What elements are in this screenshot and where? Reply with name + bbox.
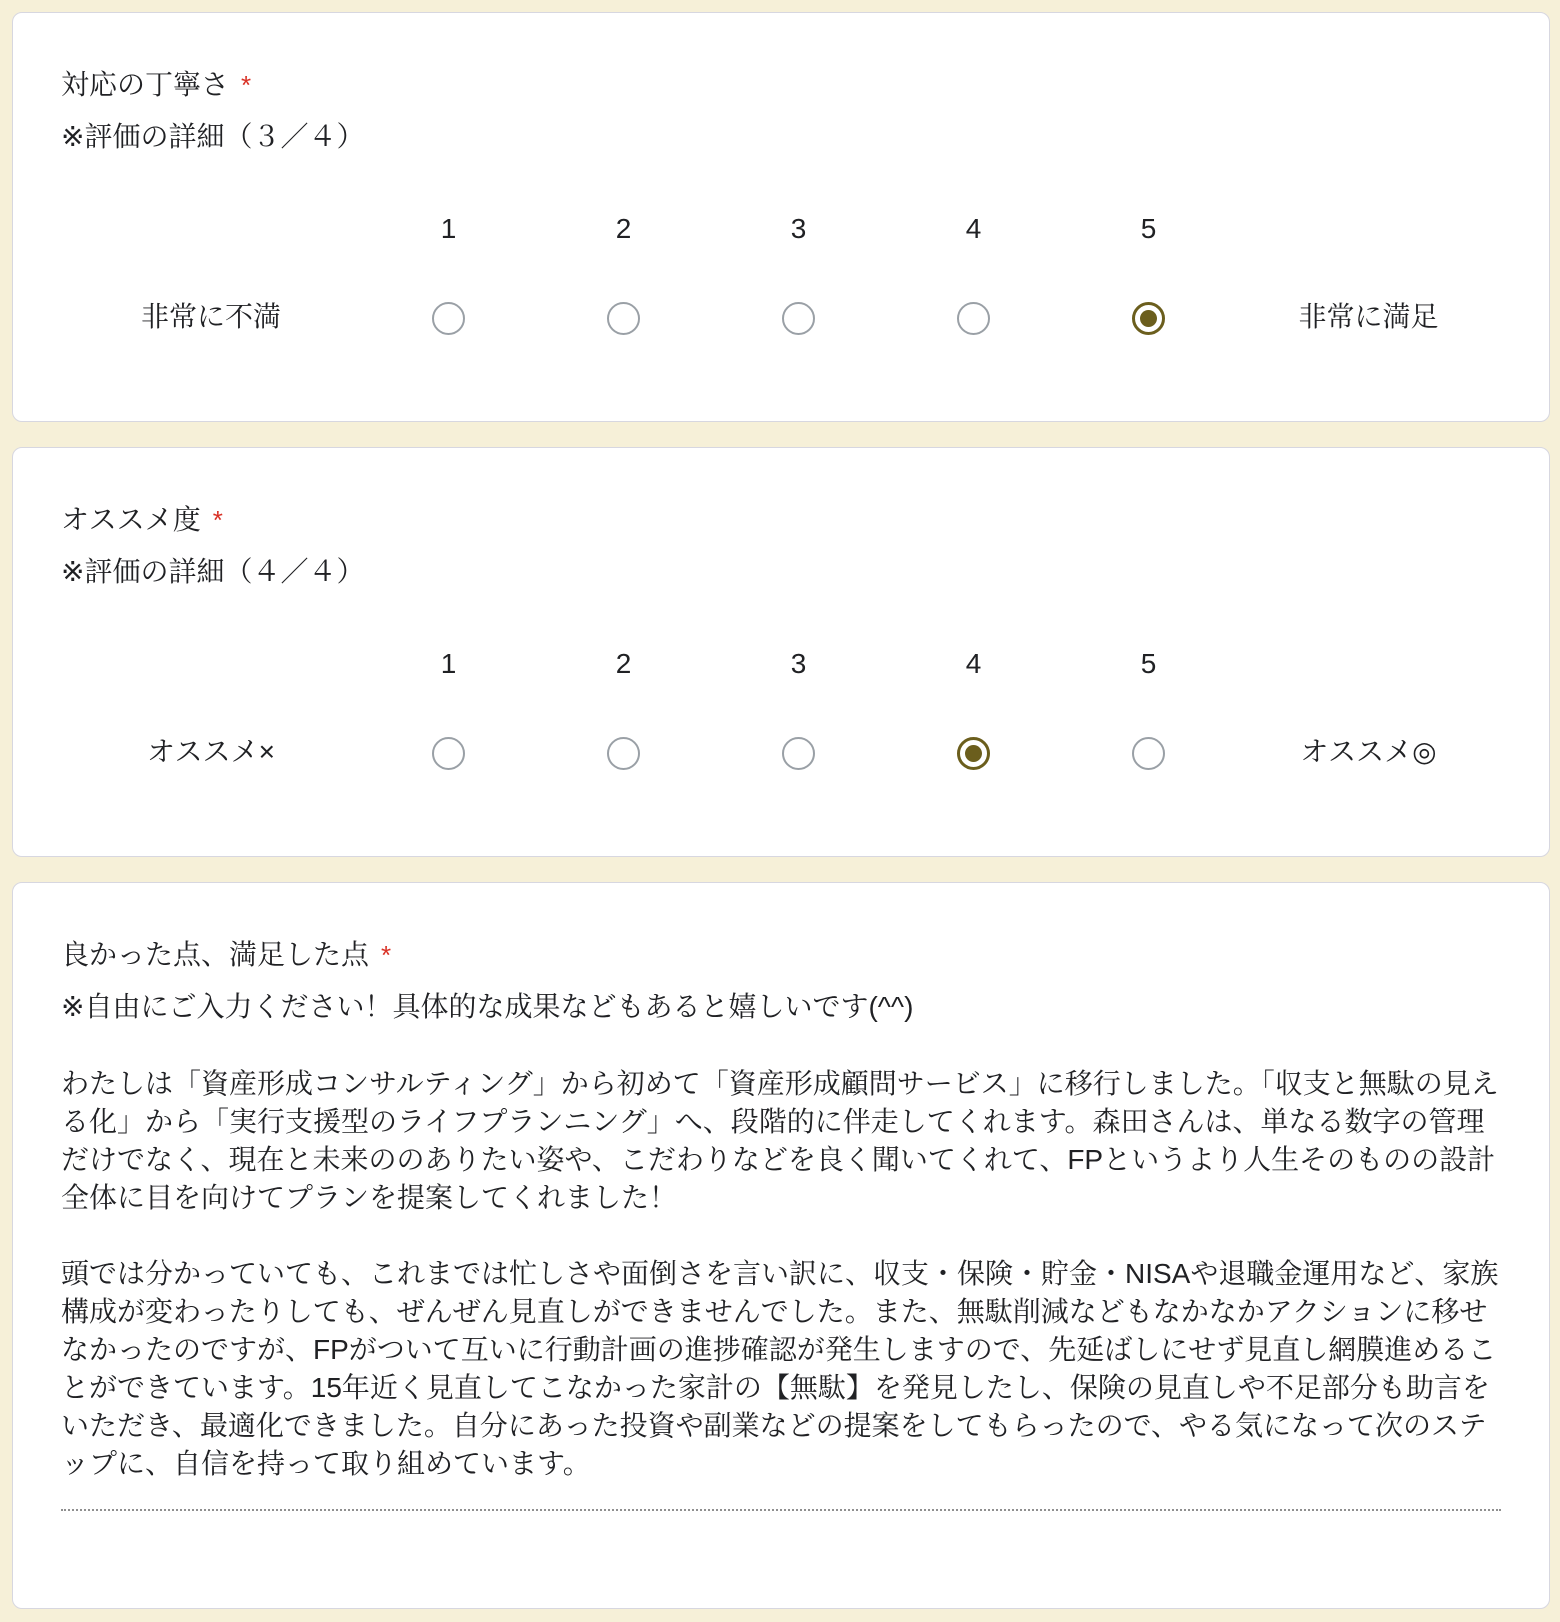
scale-low-label: オススメ×	[146, 736, 276, 768]
required-asterisk: *	[381, 940, 392, 970]
question-title-text: 対応の丁寧さ	[61, 69, 230, 100]
question-title	[61, 502, 1501, 538]
scale-radio-row	[61, 734, 1501, 770]
scale-number-3: 3	[790, 213, 807, 244]
scale-radio-4[interactable]	[957, 302, 990, 335]
scale-radio-5[interactable]	[1132, 302, 1165, 335]
scale-number-5: 5	[1140, 213, 1157, 244]
question-title	[61, 937, 1501, 973]
question-description: ※評価の詳細（４／４）	[61, 556, 365, 587]
question-title	[61, 67, 1501, 103]
answer-paragraph: わたしは「資産形成コンサルティング」から初めて「資産形成顧問サービス」に移行しました。「収支と無駄の見える化」から「実行支援型のライフプランニング」へ、段階的に伴走してくれます。森田さんは、単なる数字の管理だけでなく、現在と未来ののありたい姿や、こだわりなどを良く聞いてくれて、FPというより人生そのものの設計全体に目を向けてプランを提案してくれました！	[61, 1068, 1499, 1213]
scale-number-row	[61, 646, 1501, 682]
scale-radio-5[interactable]	[1132, 737, 1165, 770]
scale-radio-3[interactable]	[782, 302, 815, 335]
answer-paragraph: 頭では分かっていても、これまでは忙しさや面倒さを言い訳に、収支・保険・貯金・NISAや退職金運用など、家族構成が変わったりしても、ぜんぜん見直しができませんでした。また、無駄削減などもなかなかアクションに移せなかったのですが、FPがついて互いに行動計画の進捗確認が発生しますので、先延ばしにせず見直し網膜進めることができています。15年近く見直してこなかった家計の【無駄】を発見したし、保険の見直しや不足部分も助言をいただき、最適化できました。自分にあった投資や副業などの提案をしてもらったので、やる気になって次のステップに、自信を持って取り組めています。	[61, 1258, 1499, 1479]
scale-high-label: 非常に満足	[1298, 301, 1439, 333]
question-title-text: 良かった点、満足した点	[61, 939, 370, 970]
scale-radio-1[interactable]	[432, 737, 465, 770]
required-asterisk: *	[241, 70, 252, 100]
scale-number-2: 2	[615, 213, 632, 244]
scale-radio-4[interactable]	[957, 737, 990, 770]
question-title-text: オススメ度	[61, 504, 201, 535]
scale-radio-3[interactable]	[782, 737, 815, 770]
question-description: ※自由にご入力ください！具体的な成果などもあると嬉しいです(^^)	[61, 991, 914, 1022]
question-card-good-points	[12, 882, 1550, 1609]
question-card-recommendation	[12, 447, 1550, 857]
scale-radio-1[interactable]	[432, 302, 465, 335]
question-card-politeness	[12, 12, 1550, 422]
scale-radio-row	[61, 299, 1501, 335]
scale-number-1: 1	[440, 648, 457, 679]
scale-number-1: 1	[440, 213, 457, 244]
scale-number-4: 4	[965, 648, 982, 679]
scale-high-label: オススメ◎	[1300, 736, 1437, 768]
scale-number-2: 2	[615, 648, 632, 679]
scale-radio-2[interactable]	[607, 302, 640, 335]
scale-number-4: 4	[965, 213, 982, 244]
required-asterisk: *	[212, 505, 223, 535]
scale-radio-2[interactable]	[607, 737, 640, 770]
scale-number-3: 3	[790, 648, 807, 679]
long-answer-field[interactable]	[61, 1065, 1501, 1511]
scale-number-row	[61, 211, 1501, 247]
scale-low-label: 非常に不満	[140, 301, 281, 333]
question-description: ※評価の詳細（３／４）	[61, 121, 365, 152]
scale-number-5: 5	[1140, 648, 1157, 679]
